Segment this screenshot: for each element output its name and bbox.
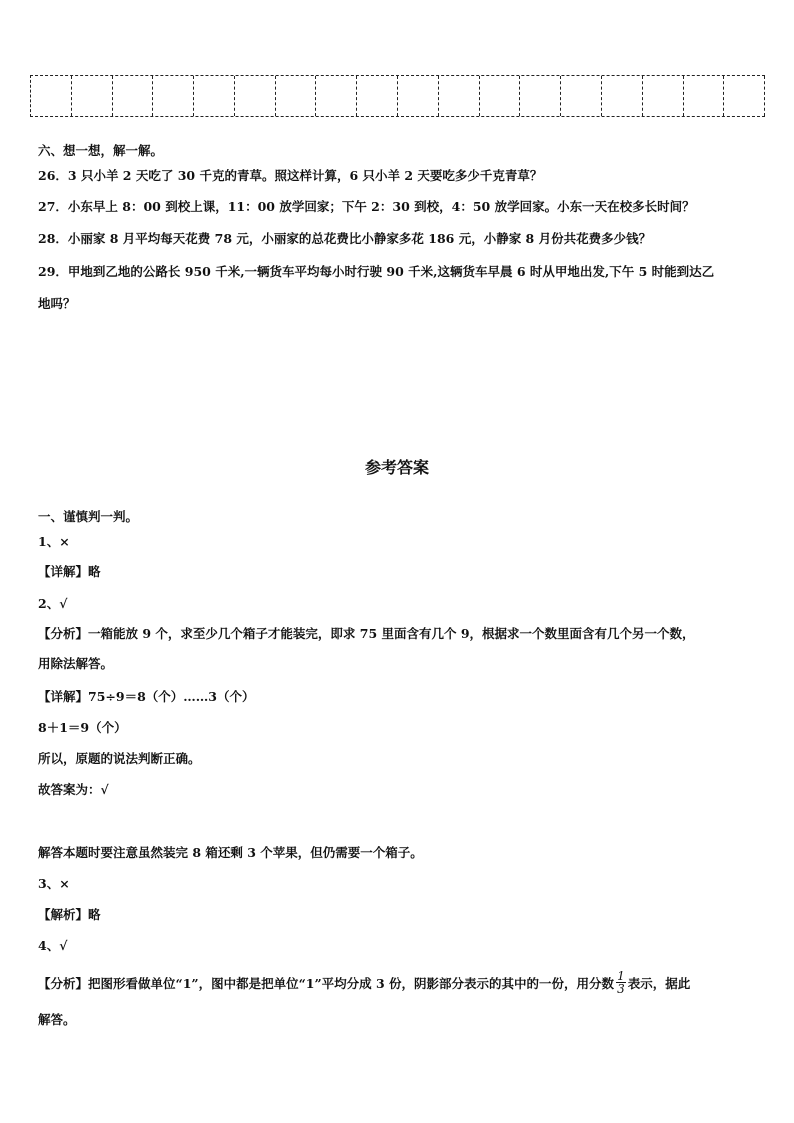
fraction-denominator: 3 <box>617 982 625 996</box>
answer-1-detail: 【详解】略 <box>38 564 101 579</box>
grid-cell <box>235 76 276 116</box>
fraction-numerator: 1 <box>617 969 625 983</box>
answer-key-title: 参考答案 <box>364 458 429 477</box>
answer-4-analysis-text-before: 【分析】把图形看做单位“1”，图中都是把单位“1”平均分成 3 份，阴影部分表示的其中的一份，用分数 <box>38 976 615 991</box>
writing-grid <box>30 75 765 117</box>
question-27: 27．小东早上 8：00 到校上课，11：00 放学回家；下午 2：30 到校，4：50 放学回家。小东一天在校多长时间？ <box>38 199 695 214</box>
grid-cell <box>113 76 154 116</box>
grid-cell <box>72 76 113 116</box>
answer-2-analysis-line1: 【分析】一箱能放 9 个，求至少几个箱子才能装完，即求 75 里面含有几个 9，根据求一个数里面含有几个另一个数， <box>38 626 695 641</box>
answer-4: 4、√ <box>38 938 68 953</box>
answer-3: 3、× <box>38 876 70 891</box>
grid-cell <box>643 76 684 116</box>
grid-cell <box>357 76 398 116</box>
grid-cell <box>276 76 317 116</box>
grid-cell <box>31 76 72 116</box>
answer-4-analysis-line2: 解答。 <box>38 1012 76 1027</box>
grid-cell <box>561 76 602 116</box>
answer-2-detail-1: 【详解】75÷9＝8（个）……3（个） <box>38 689 255 704</box>
answer-4-analysis-text-after: 表示，据此 <box>627 976 691 991</box>
fraction-one-third <box>616 970 626 995</box>
grid-cell <box>398 76 439 116</box>
question-26: 26．3 只小羊 2 天吃了 30 千克的青草。照这样计算，6 只小羊 2 天要吃多少千克青草？ <box>38 168 543 183</box>
grid-cell <box>520 76 561 116</box>
answer-2-detail-3: 所以，原题的说法判断正确。 <box>38 751 201 766</box>
answer-2-note: 解答本题时要注意虽然装完 8 箱还剩 3 个苹果，但仍需要一个箱子。 <box>38 845 423 860</box>
answers-section-one-heading: 一、谨慎判一判。 <box>38 509 139 524</box>
question-29-line1: 29．甲地到乙地的公路长 950 千米,一辆货车平均每小时行驶 90 千米,这辆货车早晨 6 时从甲地出发,下午 5 时能到达乙 <box>38 264 715 279</box>
answer-1: 1、× <box>38 534 70 549</box>
grid-cell <box>480 76 521 116</box>
question-28: 28．小丽家 8 月平均每天花费 78 元，小丽家的总花费比小静家多花 186 元，小静家 8 月份共花费多少钱？ <box>38 231 652 246</box>
grid-cell <box>724 76 765 116</box>
grid-cell <box>602 76 643 116</box>
answer-4-analysis-line1 <box>38 969 691 997</box>
question-29-line2: 地吗？ <box>38 296 76 311</box>
answer-2: 2、√ <box>38 596 68 611</box>
grid-cell <box>153 76 194 116</box>
grid-cell <box>316 76 357 116</box>
section-six-heading: 六、想一想，解一解。 <box>38 143 164 158</box>
grid-cell <box>439 76 480 116</box>
answer-2-analysis-line2: 用除法解答。 <box>38 656 114 671</box>
answer-2-detail-4: 故答案为：√ <box>38 782 109 797</box>
grid-cell <box>684 76 725 116</box>
grid-cell <box>194 76 235 116</box>
answer-3-detail: 【解析】略 <box>38 907 101 922</box>
answer-2-detail-2: 8＋1＝9（个） <box>38 720 127 735</box>
